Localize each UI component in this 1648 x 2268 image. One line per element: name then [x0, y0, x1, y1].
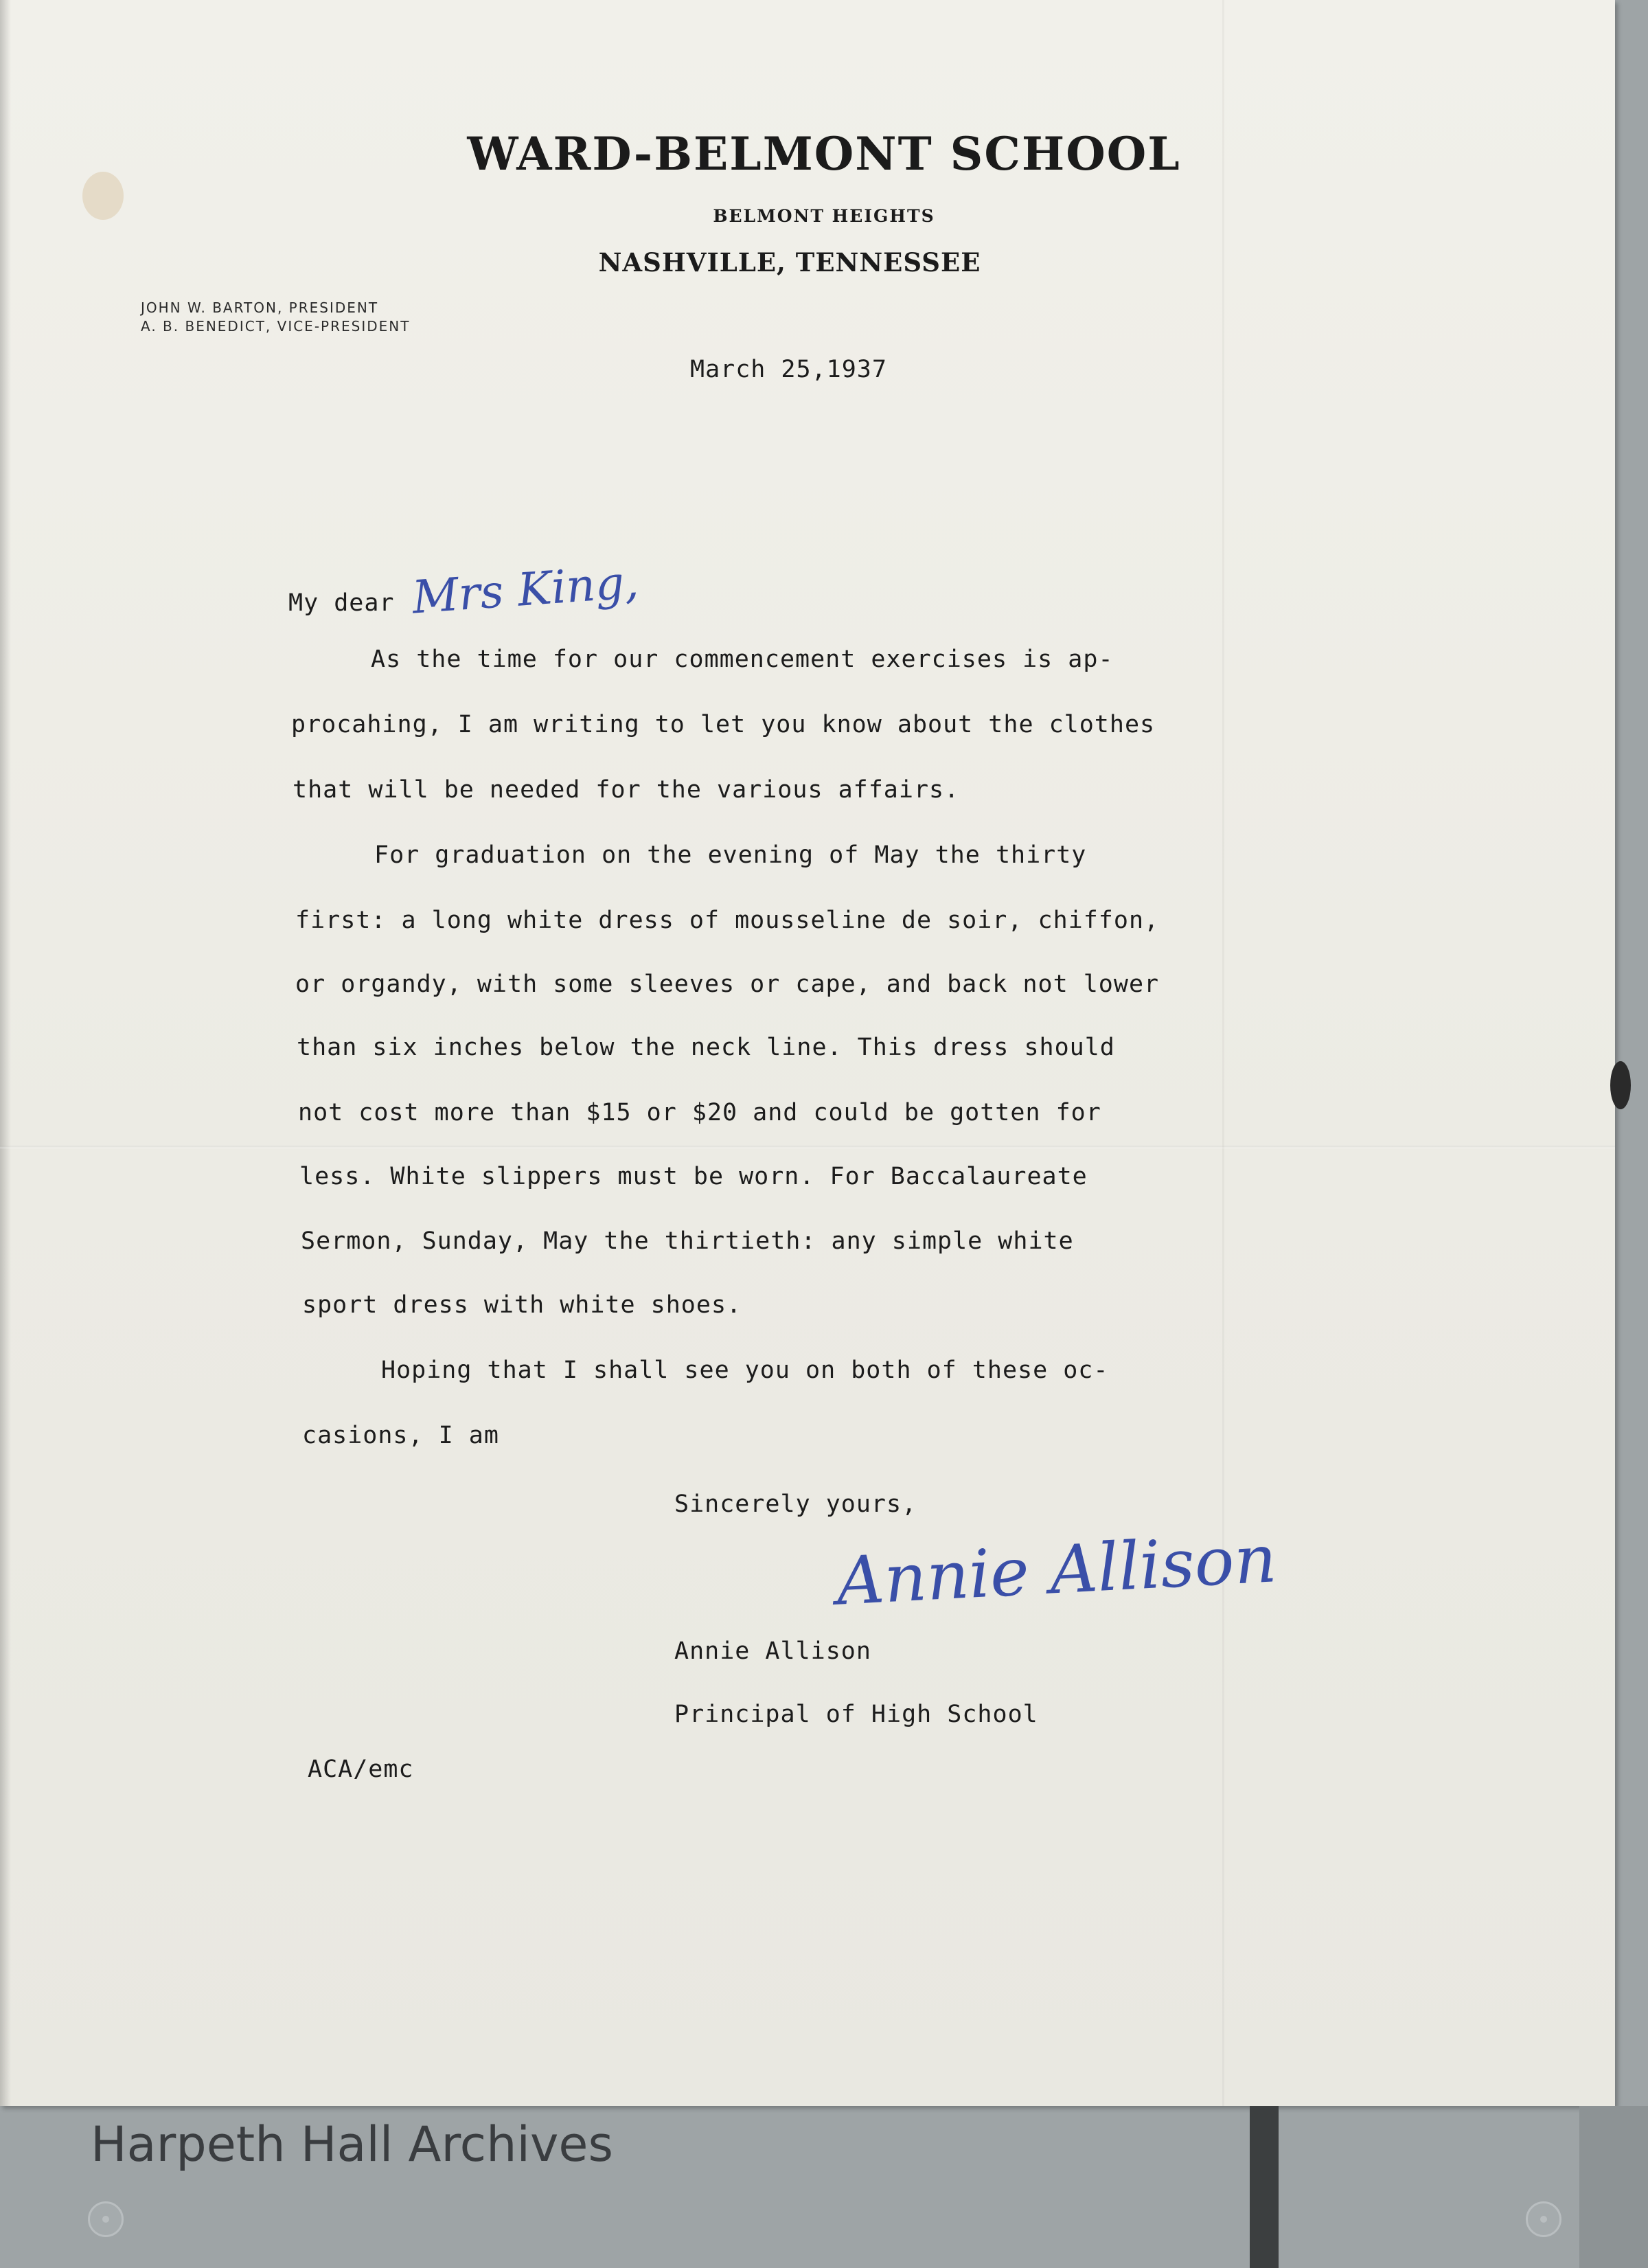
- archive-watermark: Harpeth Hall Archives: [91, 2116, 613, 2173]
- letter-date: March 25,1937: [690, 356, 887, 383]
- body-line: sport dress with white shoes.: [302, 1291, 742, 1319]
- handwritten-recipient: Mrs King,: [410, 555, 641, 624]
- officer-line: A. B. BENEDICT, VICE-PRESIDENT: [141, 318, 411, 334]
- officers-list: [141, 299, 410, 336]
- school-location-line2: NASHVILLE, TENNESSEE: [598, 247, 981, 277]
- handwritten-signature: Annie Allison: [834, 1520, 1279, 1620]
- body-line: For graduation on the evening of May the thirty: [374, 841, 1087, 869]
- body-line: than six inches below the neck line. This dress should: [297, 1034, 1115, 1061]
- fold-crease-vertical: [1222, 0, 1224, 2106]
- backdrop-edge: [1579, 2106, 1648, 2268]
- school-location-line1: BELMONT HEIGHTS: [713, 206, 935, 226]
- school-name: WARD-BELMONT SCHOOL: [467, 127, 1181, 181]
- body-line: or organdy, with some sleeves or cape, and back not lower: [295, 971, 1160, 998]
- reference-initials: ACA/emc: [308, 1756, 414, 1783]
- signer-title: Principal of High School: [674, 1701, 1038, 1728]
- fold-crease-horizontal: [0, 1146, 1615, 1148]
- paper-edge: [0, 0, 11, 2106]
- body-line: first: a long white dress of mousseline de soir, chiffon,: [295, 907, 1160, 934]
- body-line: As the time for our commencement exercises is ap-: [371, 646, 1114, 673]
- binder-clip: [1610, 1061, 1631, 1109]
- circle-nav-icon[interactable]: [88, 2201, 124, 2237]
- officer-line: JOHN W. BARTON, PRESIDENT: [141, 299, 379, 316]
- body-line: not cost more than $15 or $20 and could be gotten for: [298, 1099, 1101, 1126]
- salutation: My dear: [288, 589, 395, 617]
- body-line: Hoping that I shall see you on both of these oc-: [381, 1357, 1109, 1384]
- signature-block: [674, 1620, 1038, 1746]
- circle-nav-icon[interactable]: [1526, 2201, 1561, 2237]
- body-line: less. White slippers must be worn. For Baccalaureate: [299, 1163, 1088, 1190]
- body-line: procahing, I am writing to let you know about the clothes: [291, 711, 1156, 738]
- body-line: Sermon, Sunday, May the thirtieth: any simple white: [301, 1227, 1074, 1255]
- backdrop-bar: [1250, 2106, 1279, 2268]
- signer-name: Annie Allison: [674, 1637, 871, 1665]
- body-line: casions, I am: [302, 1422, 499, 1449]
- closing: Sincerely yours,: [674, 1490, 917, 1518]
- body-line: that will be needed for the various affairs.: [293, 776, 960, 804]
